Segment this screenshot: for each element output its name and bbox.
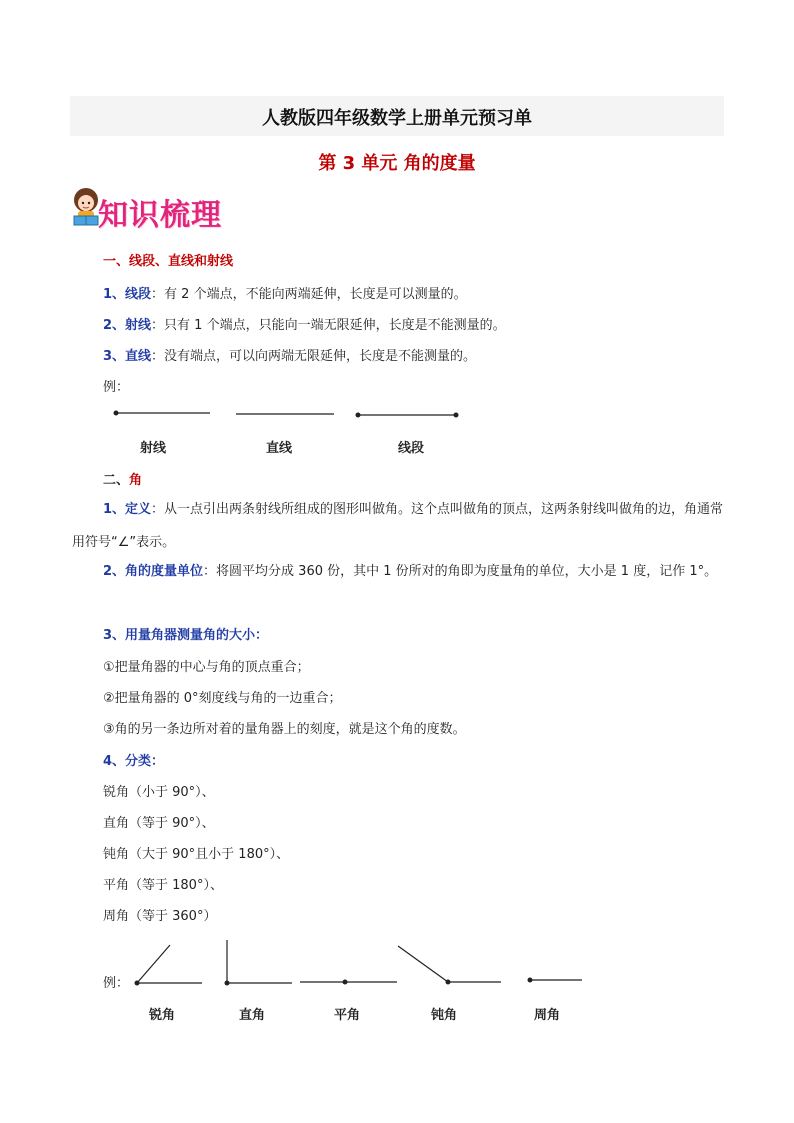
term-ray: 2、射线: [103, 318, 152, 333]
acute-angle-figure: [135, 945, 203, 986]
angle-types-diagram: [120, 935, 600, 995]
caption-obtuse: 钝角: [430, 1008, 457, 1023]
angle-unit: [72, 555, 732, 588]
class-full: 周角（等于 360°）: [103, 909, 217, 924]
right-angle-figure: [225, 940, 293, 986]
unit-title: 第 3 单元 角的度量: [318, 153, 476, 174]
knowledge-summary-banner: 知识梳理: [98, 198, 222, 233]
measure-heading: 3、用量角器测量角的大小：: [103, 628, 269, 643]
obtuse-angle-figure: [398, 946, 501, 985]
section1-item-1: [103, 283, 467, 302]
class-obtuse: 钝角（大于 90°且小于 180°）、: [103, 847, 290, 862]
measure-step-3: ③角的另一条边所对着的量角器上的刻度，就是这个角的度数。: [103, 722, 466, 737]
class-acute: 锐角（小于 90°）、: [103, 785, 215, 800]
caption-segment: 线段: [397, 441, 424, 456]
section2-example-label: 例：: [103, 976, 130, 991]
section2-heading-prefix: 二、: [103, 473, 130, 488]
caption-straight: 平角: [333, 1008, 360, 1023]
section1-item-3: [103, 345, 476, 364]
caption-full: 周角: [533, 1008, 560, 1023]
section2-heading: [103, 469, 142, 488]
section1-example-label: 例：: [103, 380, 130, 395]
segment-figure: [356, 413, 459, 418]
ray-figure: [114, 411, 211, 416]
caption-line: 直线: [265, 441, 292, 456]
unit-text: ：将圆平均分成 360 份，其中 1 份所对的角即为度量角的单位，大小是 1 度，记作 1°。: [203, 564, 718, 579]
line-types-diagram: [100, 402, 480, 426]
section1-item-2: [103, 314, 506, 333]
unit-label: 2、角的度量单位: [103, 564, 204, 579]
section2-heading-word: 角: [129, 473, 143, 488]
term-segment: 1、线段: [103, 287, 152, 302]
section1-heading: 一、线段、直线和射线: [103, 254, 234, 269]
measure-step-2: ②把量角器的 0°刻度线与角的一边重合；: [103, 691, 342, 706]
definition-label: 1、定义: [103, 502, 152, 517]
document-title: 人教版四年级数学上册单元预习单: [262, 108, 532, 129]
caption-right: 直角: [238, 1008, 265, 1023]
class-straight: 平角（等于 180°）、: [103, 878, 223, 893]
definition-text: ：从一点引出两条射线所组成的图形叫做角。这个点叫做角的顶点，这两条射线叫做角的边，角通常用符号“∠”表示。: [72, 502, 724, 550]
straight-angle-figure: [300, 980, 397, 985]
term-line-desc: ：没有端点，可以向两端无限延伸，长度是不能测量的。: [151, 349, 477, 364]
term-line: 3、直线: [103, 349, 152, 364]
caption-acute: 锐角: [148, 1008, 175, 1023]
term-ray-desc: ：只有 1 个端点，只能向一端无限延伸，长度是不能测量的。: [151, 318, 506, 333]
measure-step-1: ①把量角器的中心与角的顶点重合；: [103, 660, 310, 675]
caption-ray: 射线: [139, 441, 166, 456]
class-right: 直角（等于 90°）、: [103, 816, 215, 831]
classification-heading: 4、分类：: [103, 754, 165, 769]
term-segment-desc: ：有 2 个端点，不能向两端延伸，长度是可以测量的。: [151, 287, 467, 302]
full-angle-figure: [528, 978, 583, 983]
angle-definition: [72, 493, 732, 559]
